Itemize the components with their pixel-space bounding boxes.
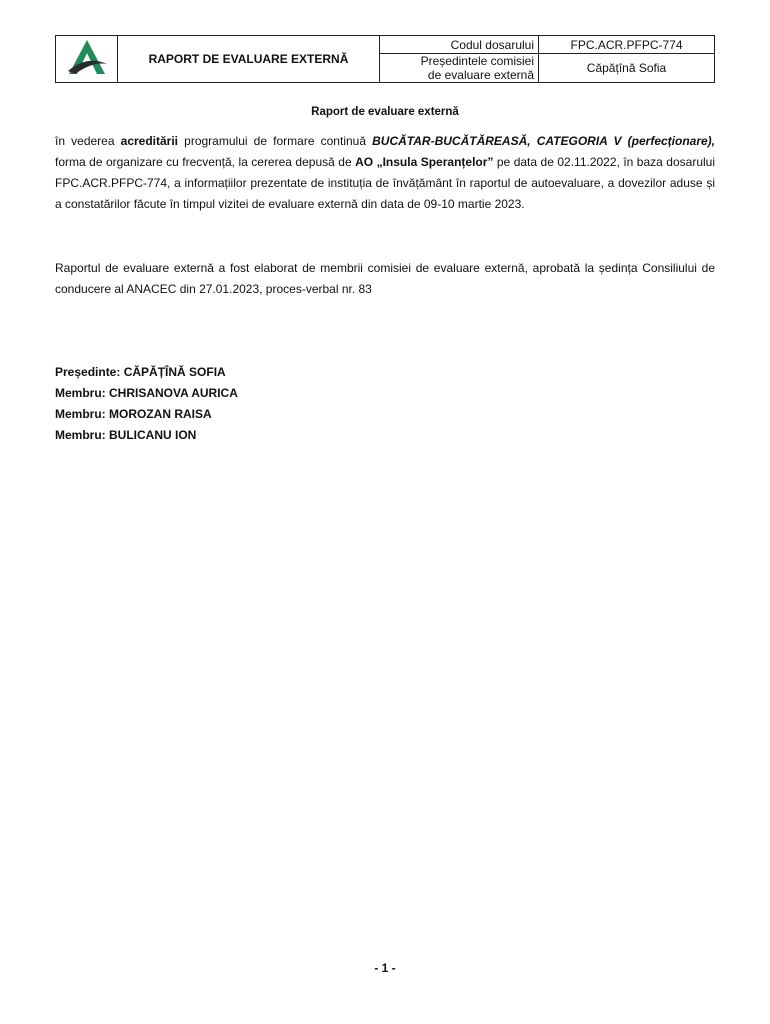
file-code-value: FPC.ACR.PFPC-774: [539, 36, 715, 54]
president-value: Căpățînă Sofia: [539, 54, 715, 83]
member-president: Președinte: CĂPĂȚÎNĂ SOFIA: [55, 365, 226, 379]
file-code-label: Codul dosarului: [380, 36, 539, 54]
para1-program-name: BUCĂTAR-BUCĂTĂREASĂ, CATEGORIA V (perfecționare),: [372, 134, 716, 148]
member-1: Membru: CHRISANOVA AURICA: [55, 386, 238, 400]
para1-institution-name: AO „Insula Speranțelor”: [355, 155, 494, 169]
president-label: [380, 54, 539, 83]
document-heading: Raport de evaluare externă: [311, 106, 459, 118]
commission-members: [55, 362, 238, 446]
para1-bold-accreditation: acreditării: [120, 134, 179, 148]
page-number: - 1 -: [374, 961, 396, 975]
para1-text-4: pe data de 02.11.2022, în baza dosarului FPC.ACR.PFPC-774, a informațiilor prezentate de instituția de învățământ în raportul de autoevaluare, a dovezilor aduse și a constatărilor făcute în timpul vizitei de evaluare externă din data de 09-10 martie 2023.: [55, 155, 715, 211]
anacec-logo-icon: [63, 37, 111, 77]
president-label-line1: Președintele comisiei: [420, 54, 534, 68]
commission-paragraph: Raportul de evaluare externă a fost elaborat de membrii comisiei de evaluare externă, aprobată la ședința Consiliului de conducere al ANACEC din 27.01.2023, proces-verbal nr. 83: [55, 261, 715, 296]
accreditation-paragraph: [55, 131, 715, 215]
president-label-line2: de evaluare externă: [427, 68, 534, 82]
member-2: Membru: MOROZAN RAISA: [55, 407, 212, 421]
member-3: Membru: BULICANU ION: [55, 428, 197, 442]
para1-text-3: forma de organizare cu frecvență, la cererea depusă de: [55, 155, 356, 169]
report-title: RAPORT DE EVALUARE EXTERNĂ: [118, 36, 380, 83]
header-table: [55, 35, 715, 83]
logo-cell: [56, 36, 118, 83]
para1-text-1: în vederea: [55, 134, 121, 148]
para1-text-2: programului de formare continuă: [178, 134, 373, 148]
